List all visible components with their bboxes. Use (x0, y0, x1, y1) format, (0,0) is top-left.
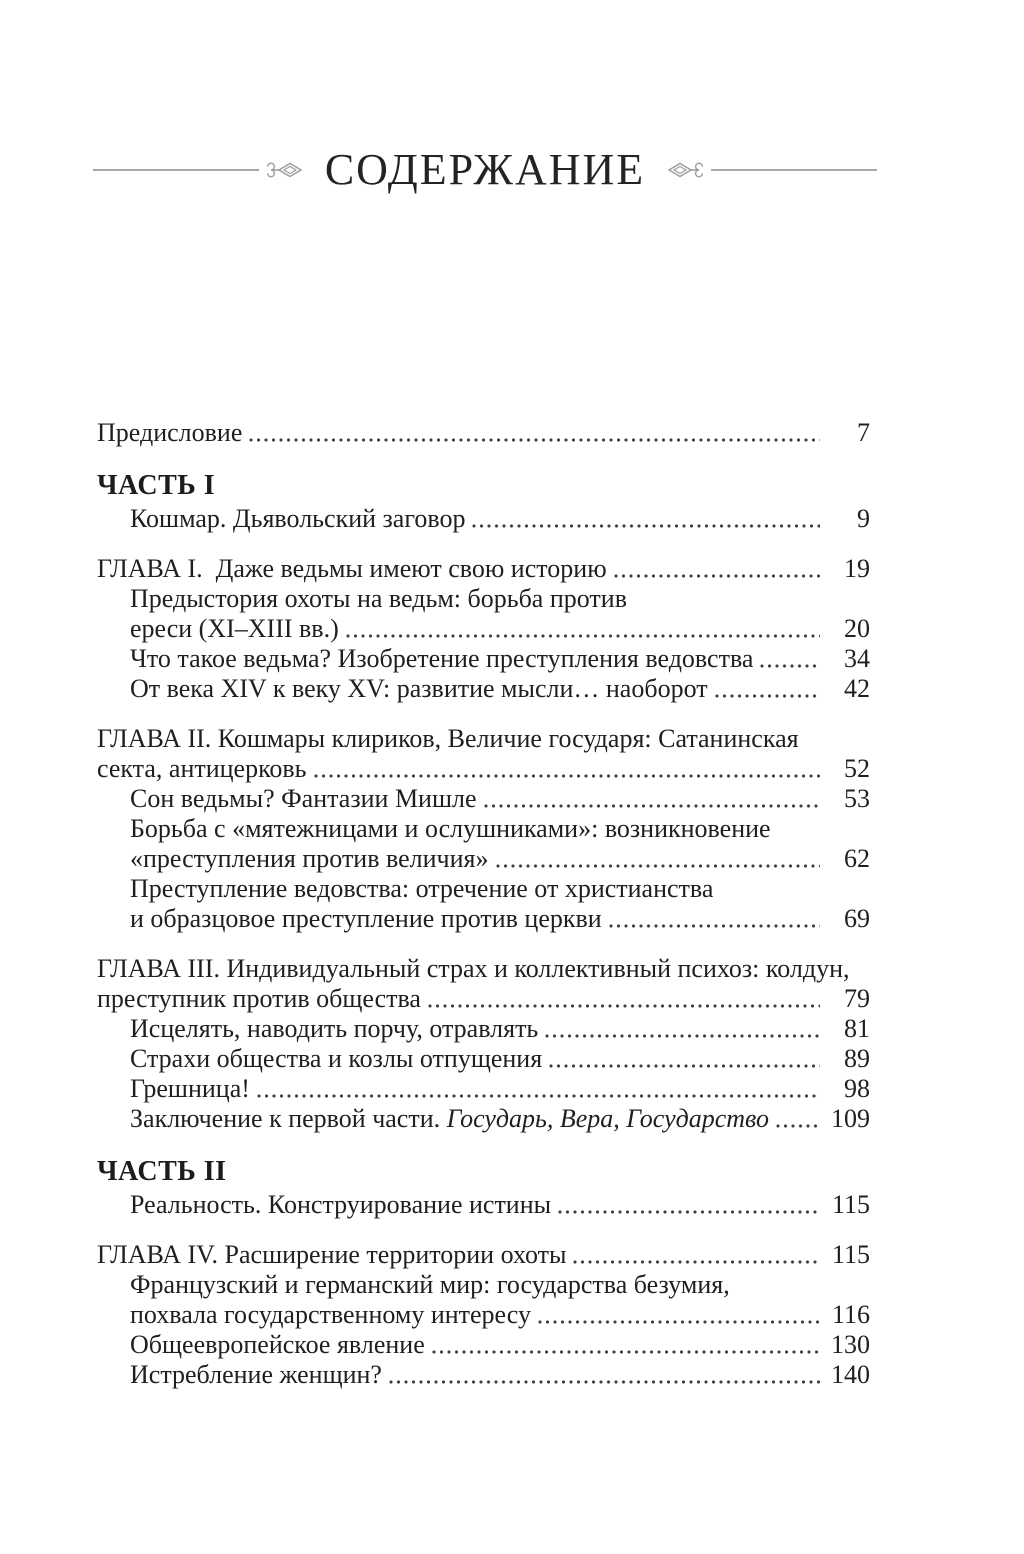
toc-entry (97, 1014, 870, 1044)
toc-entry-label: Грешница! (130, 1074, 250, 1103)
toc-entry-text (130, 844, 489, 874)
toc-entry-label: ереси (XI–XIII вв.) (130, 614, 339, 643)
toc-entry-text (97, 724, 799, 754)
toc-entry-label: ГЛАВА III. Индивидуальный страх и коллективный психоз: колдун, (97, 954, 850, 983)
dot-leader (484, 804, 820, 808)
table-of-contents (97, 418, 870, 1390)
toc-entry-text (97, 418, 242, 448)
toc-entry (97, 1330, 870, 1360)
dot-leader (573, 1260, 820, 1264)
toc-entry (97, 874, 870, 904)
toc-entry-label: Французский и германский мир: государства безумия, (130, 1270, 730, 1299)
dot-leader (257, 1094, 820, 1098)
dot-leader (614, 574, 820, 578)
toc-entry-text (97, 554, 607, 584)
toc-entry-label: Истребление женщин? (130, 1360, 382, 1389)
toc-entry-label: «преступления против величия» (130, 844, 489, 873)
page-number: 52 (844, 754, 870, 783)
toc-entry (97, 904, 870, 934)
toc-entry-text (130, 904, 602, 934)
toc-entry-text (130, 584, 627, 614)
toc-entry (97, 1300, 870, 1330)
page-number: 7 (857, 418, 870, 447)
toc-entry (97, 1360, 870, 1390)
toc-entry-label: Преступление ведовства: отречение от христианства (130, 874, 714, 903)
toc-entry-label: Сон ведьмы? Фантазии Мишле (130, 784, 477, 813)
toc-entry-label: преступник против общества (97, 984, 421, 1013)
toc-entry (97, 1270, 870, 1300)
toc-entry-label: ГЛАВА IV. Расширение территории охоты (97, 1240, 567, 1269)
toc-entry-label: Что такое ведьма? Изобретение преступления ведовства (130, 644, 754, 673)
page-number: 53 (844, 784, 870, 813)
page-number: 34 (844, 644, 870, 673)
toc-entry-label: и образцовое преступление против церкви (130, 904, 602, 933)
toc-entry-text (130, 1104, 769, 1134)
page-number: 62 (844, 844, 870, 873)
toc-entry-text (130, 674, 708, 704)
toc-entry (97, 1104, 870, 1134)
toc-entry (97, 1074, 870, 1104)
toc-entry-text (130, 1330, 425, 1360)
toc-entry (97, 504, 870, 534)
page-number: 79 (844, 984, 870, 1013)
toc-entry-label: От века XIV к веку XV: развитие мысли… наоборот (130, 674, 708, 703)
toc-entry-text (130, 874, 713, 904)
toc-entry-text (97, 1240, 566, 1270)
page-title: СОДЕРЖАНИЕ (324, 145, 646, 194)
page-number: 98 (844, 1074, 870, 1103)
toc-entry-label: Борьба с «мятежницами и ослушниками»: возникновение (130, 814, 771, 843)
toc-entry (97, 844, 870, 874)
dot-leader (545, 1034, 820, 1038)
toc-entry-text (130, 504, 465, 534)
toc-entry (97, 1044, 870, 1074)
toc-entry (97, 754, 870, 784)
page-number: 89 (844, 1044, 870, 1073)
toc-entry-label: Заключение к первой части. (130, 1104, 447, 1133)
page-number: 81 (844, 1014, 870, 1043)
toc-entry-label: Кошмар. Дьявольский заговор (130, 504, 466, 533)
page-number: 115 (831, 1190, 870, 1219)
dot-leader (428, 1004, 820, 1008)
toc-entry-text (130, 644, 753, 674)
toc-entry-label: Общеевропейское явление (130, 1330, 425, 1359)
diamond-fleuron-right-icon (661, 157, 709, 183)
toc-entry-label: Реальность. Конструирование истины (130, 1190, 552, 1219)
dot-leader (715, 694, 820, 698)
diamond-fleuron-left-icon (261, 157, 309, 183)
toc-entry (97, 418, 870, 448)
toc-entry (97, 644, 870, 674)
toc-entry-text (130, 1360, 382, 1390)
toc-entry-text (130, 1190, 551, 1220)
dot-leader (496, 864, 820, 868)
toc-entry (97, 954, 870, 984)
dot-leader (538, 1320, 820, 1324)
toc-entry (97, 724, 870, 754)
toc-entry-text (97, 754, 307, 784)
page-number: 19 (844, 554, 870, 583)
page-number: 9 (857, 504, 870, 533)
toc-entry-label: Предисловие (97, 418, 243, 447)
toc-entry-label: Исцелять, наводить порчу, отравлять (130, 1014, 539, 1043)
dot-leader (558, 1210, 820, 1214)
toc-part-heading: ЧАСТЬ I (97, 470, 216, 501)
toc-entry (97, 554, 870, 584)
dot-leader (472, 524, 820, 528)
toc-entry-label: Страхи общества и козлы отпущения (130, 1044, 543, 1073)
page-number: 69 (844, 904, 870, 933)
dot-leader (249, 438, 820, 442)
page-number: 140 (831, 1360, 870, 1389)
toc-entry-text (130, 614, 339, 644)
toc-entry (97, 584, 870, 614)
toc-entry-text (97, 984, 421, 1014)
header-rule-right (711, 169, 877, 171)
toc-entry-text (130, 1300, 531, 1330)
toc-entry-text (130, 784, 477, 814)
dot-leader (760, 664, 820, 668)
dot-leader (389, 1380, 820, 1384)
toc-entry-text (97, 954, 849, 984)
contents-header (93, 144, 877, 196)
toc-entry-label: секта, антицерковь (97, 754, 307, 783)
toc-entry (97, 674, 870, 704)
toc-entry-text (130, 814, 771, 844)
toc-entry-text (130, 1044, 542, 1074)
page-number: 115 (831, 1240, 870, 1269)
dot-leader (776, 1124, 820, 1128)
toc-entry (97, 784, 870, 814)
page-number: 116 (831, 1300, 870, 1329)
toc-entry-label-italic: Государь, Вера, Государство (446, 1104, 769, 1133)
page-number: 130 (831, 1330, 870, 1359)
dot-leader (432, 1350, 820, 1354)
page-number: 20 (844, 614, 870, 643)
toc-part-heading: ЧАСТЬ II (97, 1156, 227, 1187)
header-rule-left (93, 169, 259, 171)
page-number: 42 (844, 674, 870, 703)
dot-leader (549, 1064, 820, 1068)
toc-entry (97, 814, 870, 844)
toc-entry-label: похвала государственному интересу (130, 1300, 531, 1329)
toc-entry-text (130, 1270, 730, 1300)
toc-entry (97, 1240, 870, 1270)
toc-entry-label: Предыстория охоты на ведьм: борьба против (130, 584, 627, 613)
dot-leader (346, 634, 820, 638)
page-number: 109 (831, 1104, 870, 1133)
toc-entry-label: ГЛАВА II. Кошмары клириков, Величие государя: Сатанинская (97, 724, 799, 753)
toc-entry-text (130, 1074, 250, 1104)
toc-entry (97, 614, 870, 644)
toc-entry-label: ГЛАВА I. Даже ведьмы имеют свою историю (97, 554, 607, 583)
dot-leader (314, 774, 820, 778)
dot-leader (609, 924, 820, 928)
toc-entry-text (130, 1014, 538, 1044)
toc-entry (97, 1190, 870, 1220)
toc-entry (97, 984, 870, 1014)
